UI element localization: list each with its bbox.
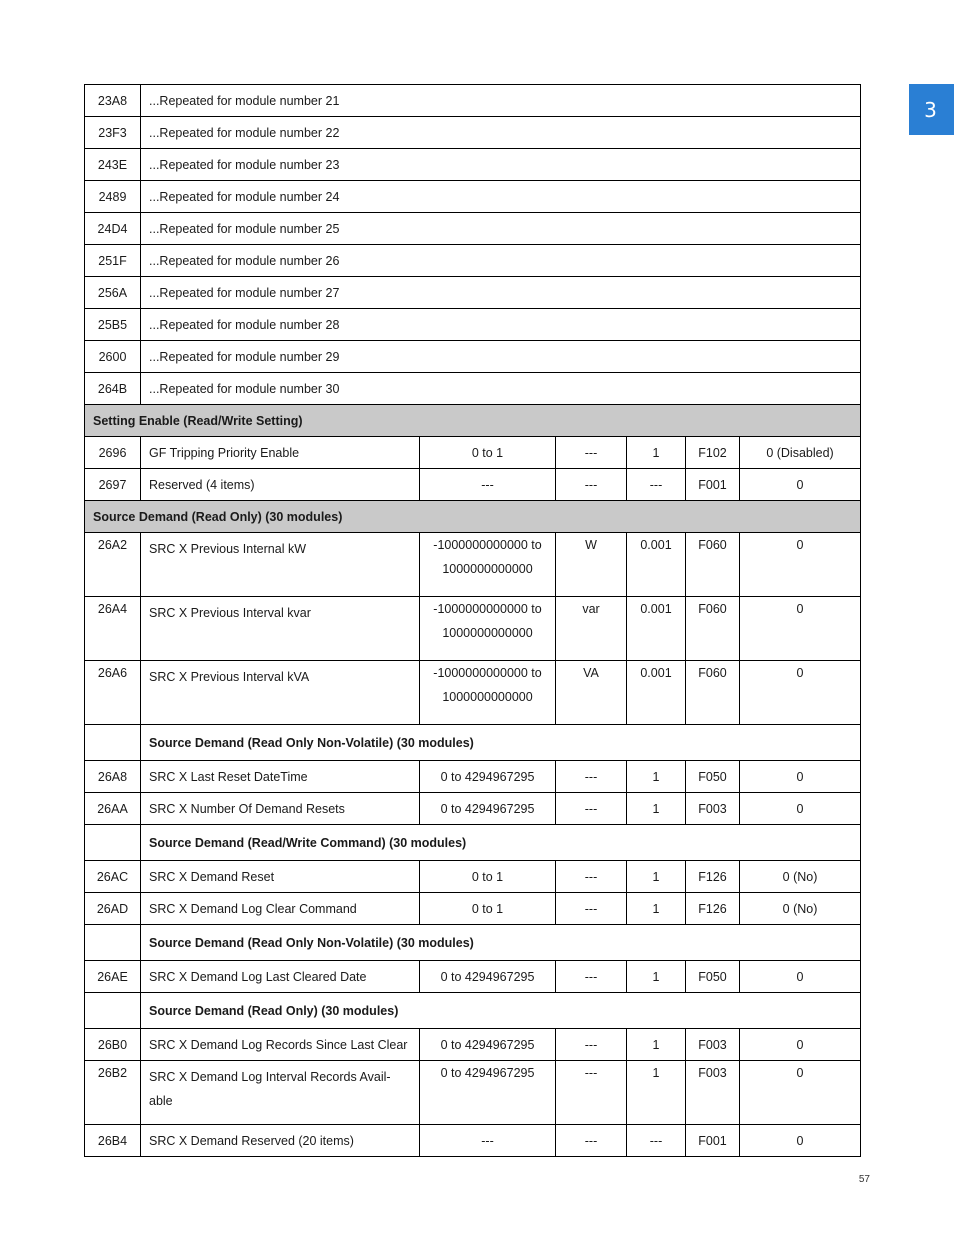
units-cell: --- (556, 1125, 627, 1157)
step-cell: --- (627, 1125, 686, 1157)
address-cell: 26AC (85, 861, 141, 893)
chapter-tab: 3 (909, 84, 954, 135)
address-cell: 26A6 (85, 661, 141, 725)
range-cell: 0 to 1 (420, 893, 556, 925)
step-cell: 1 (627, 893, 686, 925)
section-title: Setting Enable (Read/Write Setting) (85, 405, 861, 437)
section-header-row (85, 405, 861, 437)
description-cell: ...Repeated for module number 23 (141, 149, 861, 181)
table-row (85, 85, 861, 117)
subsection-header-row (85, 993, 861, 1029)
range-cell: 0 to 4294967295 (420, 761, 556, 793)
step-cell: 0.001 (627, 597, 686, 661)
subsection-header-row (85, 925, 861, 961)
range-cell: 0 to 1 (420, 437, 556, 469)
address-cell: 26A2 (85, 533, 141, 597)
description-cell: SRC X Last Reset DateTime (141, 761, 420, 793)
units-cell: --- (556, 761, 627, 793)
step-cell: --- (627, 469, 686, 501)
range-line: 1000000000000 (442, 690, 533, 704)
range-cell (420, 597, 556, 661)
description-cell: ...Repeated for module number 21 (141, 85, 861, 117)
step-cell: 1 (627, 1061, 686, 1125)
format-cell: F102 (686, 437, 740, 469)
format-cell: F060 (686, 597, 740, 661)
address-cell: 243E (85, 149, 141, 181)
units-cell: --- (556, 961, 627, 993)
default-cell: 0 (740, 961, 861, 993)
format-cell: F050 (686, 961, 740, 993)
empty-cell (85, 925, 141, 961)
description-cell: SRC X Previous Interval kvar (141, 597, 420, 661)
table-row (85, 1029, 861, 1061)
table-row (85, 661, 861, 725)
description-cell: ...Repeated for module number 30 (141, 373, 861, 405)
table-row (85, 1061, 861, 1125)
format-cell: F003 (686, 1061, 740, 1125)
empty-cell (85, 825, 141, 861)
units-cell: --- (556, 469, 627, 501)
address-cell: 25B5 (85, 309, 141, 341)
description-cell: SRC X Demand Log Clear Command (141, 893, 420, 925)
step-cell: 1 (627, 1029, 686, 1061)
address-cell: 23A8 (85, 85, 141, 117)
range-cell: 0 to 4294967295 (420, 1029, 556, 1061)
modbus-memory-map-table (84, 84, 861, 1157)
range-cell: --- (420, 469, 556, 501)
table-row (85, 149, 861, 181)
address-cell: 26A4 (85, 597, 141, 661)
table-row (85, 761, 861, 793)
subsection-title: Source Demand (Read Only Non-Volatile) (30 modules) (141, 725, 861, 761)
address-cell: 264B (85, 373, 141, 405)
address-cell: 26B2 (85, 1061, 141, 1125)
table-row (85, 1125, 861, 1157)
units-cell: W (556, 533, 627, 597)
address-cell: 26B0 (85, 1029, 141, 1061)
table-row (85, 277, 861, 309)
range-line: -1000000000000 to (433, 602, 542, 616)
range-line: 1000000000000 (442, 626, 533, 640)
description-cell: ...Repeated for module number 26 (141, 245, 861, 277)
units-cell: var (556, 597, 627, 661)
table-row (85, 373, 861, 405)
description-cell: ...Repeated for module number 29 (141, 341, 861, 373)
step-cell: 0.001 (627, 661, 686, 725)
description-cell: SRC X Demand Reserved (20 items) (141, 1125, 420, 1157)
default-cell: 0 (740, 469, 861, 501)
description-cell: ...Repeated for module number 28 (141, 309, 861, 341)
description-cell: SRC X Previous Internal kW (141, 533, 420, 597)
address-cell: 24D4 (85, 213, 141, 245)
description-cell: SRC X Previous Interval kVA (141, 661, 420, 725)
description-cell: ...Repeated for module number 24 (141, 181, 861, 213)
description-cell: ...Repeated for module number 25 (141, 213, 861, 245)
section-title: Source Demand (Read Only) (30 modules) (85, 501, 861, 533)
address-cell: 26AA (85, 793, 141, 825)
units-cell: VA (556, 661, 627, 725)
address-cell: 2489 (85, 181, 141, 213)
table-row (85, 341, 861, 373)
default-cell: 0 (740, 1029, 861, 1061)
subsection-header-row (85, 825, 861, 861)
subsection-header-row (85, 725, 861, 761)
description-line: able (149, 1094, 173, 1108)
units-cell: --- (556, 1061, 627, 1125)
address-cell: 26B4 (85, 1125, 141, 1157)
format-cell: F126 (686, 893, 740, 925)
description-cell: SRC X Number Of Demand Resets (141, 793, 420, 825)
units-cell: --- (556, 437, 627, 469)
description-cell: ...Repeated for module number 27 (141, 277, 861, 309)
address-cell: 256A (85, 277, 141, 309)
format-cell: F060 (686, 661, 740, 725)
description-line: SRC X Demand Log Interval Records Avail- (149, 1070, 391, 1084)
address-cell: 23F3 (85, 117, 141, 149)
address-cell: 26AE (85, 961, 141, 993)
range-line: -1000000000000 to (433, 538, 542, 552)
description-cell: GF Tripping Priority Enable (141, 437, 420, 469)
subsection-title: Source Demand (Read Only Non-Volatile) (30 modules) (141, 925, 861, 961)
table-row (85, 597, 861, 661)
format-cell: F001 (686, 1125, 740, 1157)
description-cell: ...Repeated for module number 22 (141, 117, 861, 149)
table-row (85, 893, 861, 925)
table-row (85, 309, 861, 341)
table-row (85, 469, 861, 501)
address-cell: 2600 (85, 341, 141, 373)
step-cell: 1 (627, 761, 686, 793)
table-row (85, 213, 861, 245)
range-cell (420, 661, 556, 725)
step-cell: 1 (627, 793, 686, 825)
subsection-title: Source Demand (Read/Write Command) (30 modules) (141, 825, 861, 861)
range-line: 1000000000000 (442, 562, 533, 576)
format-cell: F003 (686, 793, 740, 825)
units-cell: --- (556, 1029, 627, 1061)
units-cell: --- (556, 861, 627, 893)
address-cell: 2696 (85, 437, 141, 469)
format-cell: F060 (686, 533, 740, 597)
step-cell: 1 (627, 861, 686, 893)
units-cell: --- (556, 793, 627, 825)
table-row (85, 533, 861, 597)
subsection-title: Source Demand (Read Only) (30 modules) (141, 993, 861, 1029)
range-line: -1000000000000 to (433, 666, 542, 680)
default-cell: 0 (Disabled) (740, 437, 861, 469)
address-cell: 251F (85, 245, 141, 277)
step-cell: 0.001 (627, 533, 686, 597)
table-row (85, 793, 861, 825)
address-cell: 26A8 (85, 761, 141, 793)
default-cell: 0 (No) (740, 893, 861, 925)
units-cell: --- (556, 893, 627, 925)
table-row (85, 961, 861, 993)
range-cell: 0 to 1 (420, 861, 556, 893)
section-header-row (85, 501, 861, 533)
range-cell: 0 to 4294967295 (420, 793, 556, 825)
empty-cell (85, 993, 141, 1029)
step-cell: 1 (627, 437, 686, 469)
format-cell: F050 (686, 761, 740, 793)
range-cell: 0 to 4294967295 (420, 1061, 556, 1125)
default-cell: 0 (740, 1061, 861, 1125)
default-cell: 0 (No) (740, 861, 861, 893)
default-cell: 0 (740, 1125, 861, 1157)
table-row (85, 181, 861, 213)
format-cell: F126 (686, 861, 740, 893)
description-cell: SRC X Demand Log Last Cleared Date (141, 961, 420, 993)
range-cell (420, 533, 556, 597)
empty-cell (85, 725, 141, 761)
range-cell: 0 to 4294967295 (420, 961, 556, 993)
description-cell (141, 1061, 420, 1125)
description-cell: SRC X Demand Reset (141, 861, 420, 893)
address-cell: 2697 (85, 469, 141, 501)
default-cell: 0 (740, 793, 861, 825)
page-number: 57 (858, 1174, 870, 1185)
format-cell: F003 (686, 1029, 740, 1061)
description-cell: Reserved (4 items) (141, 469, 420, 501)
description-cell: SRC X Demand Log Records Since Last Clear (141, 1029, 420, 1061)
table-row (85, 437, 861, 469)
step-cell: 1 (627, 961, 686, 993)
default-cell: 0 (740, 533, 861, 597)
table-row (85, 245, 861, 277)
address-cell: 26AD (85, 893, 141, 925)
format-cell: F001 (686, 469, 740, 501)
default-cell: 0 (740, 597, 861, 661)
table-row (85, 117, 861, 149)
table-row (85, 861, 861, 893)
default-cell: 0 (740, 661, 861, 725)
range-cell: --- (420, 1125, 556, 1157)
default-cell: 0 (740, 761, 861, 793)
